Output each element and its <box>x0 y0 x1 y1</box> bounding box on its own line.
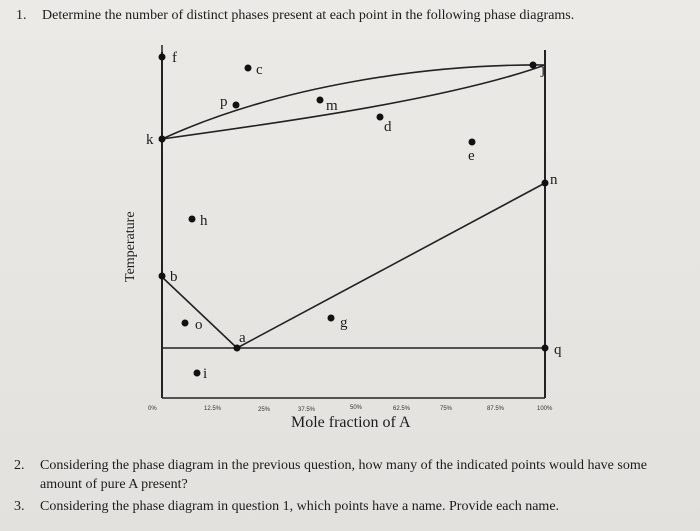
point-d-label: d <box>384 119 392 135</box>
x-tick-1: 12.5% <box>204 406 222 412</box>
point-j-dot <box>530 62 537 69</box>
point-q-dot <box>542 345 549 352</box>
point-a-label: a <box>239 330 246 346</box>
point-g-dot <box>328 315 335 322</box>
point-e-label: e <box>468 148 475 164</box>
x-tick-8: 100% <box>537 406 553 412</box>
point-h-label: h <box>200 213 208 229</box>
point-c-dot <box>245 65 252 72</box>
point-f-dot <box>159 54 166 61</box>
point-p-dot <box>233 102 240 109</box>
point-p-label: p <box>220 94 228 110</box>
right-liquidus-line <box>237 183 545 348</box>
x-tick-4: 50% <box>350 405 363 411</box>
point-g-label: g <box>340 315 348 331</box>
x-tick-0: 0% <box>148 406 157 412</box>
point-k-label: k <box>146 132 154 148</box>
question-2-number: 2. <box>14 458 25 473</box>
point-q-label: q <box>554 342 562 358</box>
question-2-text: Considering the phase diagram in the previous question, how many of the indicated points would have some amount of pure A present? <box>40 458 647 492</box>
point-e-dot <box>469 139 476 146</box>
question-3-number: 3. <box>14 499 25 514</box>
point-f-label: f <box>172 50 177 66</box>
point-o-dot <box>182 320 189 327</box>
point-b-label: b <box>170 269 178 285</box>
question-1-text: Determine the number of distinct phases present at each point in the following phase diagrams. <box>42 8 575 23</box>
point-o-label: o <box>195 317 203 333</box>
point-i-label: i <box>203 366 208 382</box>
x-axis-label: Mole fraction of A <box>291 414 411 431</box>
point-n-dot <box>542 180 549 187</box>
point-n-label: n <box>550 172 558 188</box>
question-1-number: 1. <box>16 8 27 23</box>
x-tick-7: 87.5% <box>487 406 505 412</box>
x-tick-2: 25% <box>258 407 271 413</box>
point-m-label: m <box>326 98 338 114</box>
point-k-dot <box>159 136 166 143</box>
y-axis-label: Temperature <box>123 211 138 282</box>
question-3-text: Considering the phase diagram in question 1, which points have a name. Provide each name. <box>40 499 560 514</box>
left-liquidus-line <box>162 277 237 348</box>
x-tick-3: 37.5% <box>298 407 316 413</box>
point-h-dot <box>189 216 196 223</box>
point-d-dot <box>377 114 384 121</box>
point-b-dot <box>159 273 166 280</box>
x-tick-6: 75% <box>440 406 453 412</box>
x-tick-5: 62.5% <box>393 406 411 412</box>
point-i-dot <box>194 370 201 377</box>
point-m-dot <box>317 97 324 104</box>
point-c-label: c <box>256 62 263 78</box>
point-j-label: j <box>541 62 546 78</box>
